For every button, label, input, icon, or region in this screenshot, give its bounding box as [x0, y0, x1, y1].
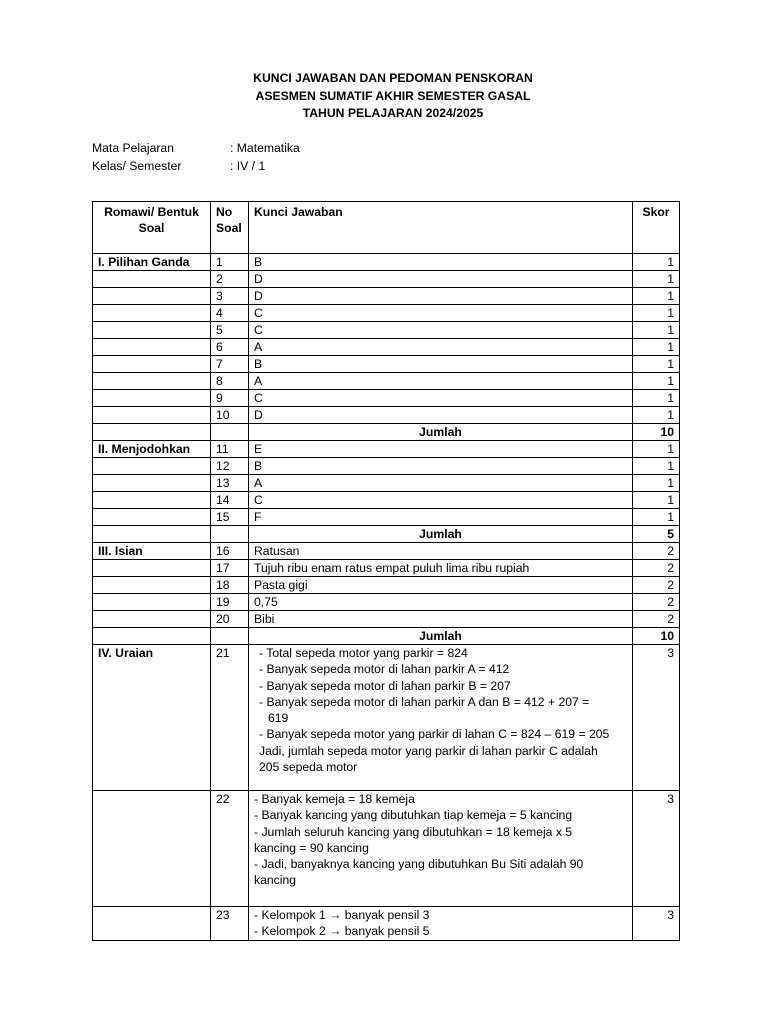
table-row: [93, 907, 680, 941]
section-cell: [93, 509, 211, 526]
table-row: [93, 373, 680, 390]
answer-line: - Banyak sepeda motor yang parkir di lahan C = 824 – 619 = 205: [259, 727, 610, 742]
answer-line: Jadi, jumlah sepeda motor yang parkir di lahan parkir C adalah: [259, 743, 598, 758]
score: 1: [633, 288, 680, 305]
header-no: No Soal: [211, 202, 249, 254]
score: 1: [633, 339, 680, 356]
score: 1: [633, 407, 680, 424]
jumlah-label: Jumlah: [249, 424, 633, 441]
score: 2: [633, 560, 680, 577]
subtotal-row: [93, 424, 680, 441]
question-no: 10: [211, 407, 249, 424]
answer-line: - Kelompok 1 → banyak pensil 3: [254, 908, 430, 922]
table-row: [93, 356, 680, 373]
score: 1: [633, 475, 680, 492]
score: 1: [633, 492, 680, 509]
answer-key: C: [249, 492, 633, 509]
subject-label: Mata Pelajaran: [92, 141, 174, 155]
table-row: [93, 288, 680, 305]
score: 3: [633, 791, 680, 907]
question-no: 17: [211, 560, 249, 577]
answer-key: Ratusan: [249, 543, 633, 560]
answer-key: D: [249, 271, 633, 288]
answer-line: - Total sepeda motor yang parkir = 824: [259, 646, 468, 660]
table-header-row: [93, 202, 680, 254]
table-row: [93, 509, 680, 526]
section-label: III. Isian: [93, 543, 211, 560]
subtotal-row: [93, 628, 680, 645]
table-row: [93, 543, 680, 560]
answer-key: [249, 907, 633, 941]
section-cell: [93, 628, 211, 645]
answer-key: C: [249, 305, 633, 322]
table-row: [93, 441, 680, 458]
answer-key: B: [249, 458, 633, 475]
section-cell: [93, 791, 211, 907]
question-no: 3: [211, 288, 249, 305]
section-cell: [93, 424, 211, 441]
question-no: [211, 628, 249, 645]
section-label: II. Menjodohkan: [93, 441, 211, 458]
meta-subject-row: [92, 140, 300, 158]
answer-line: - Banyak kemeja = 18 kemeja: [254, 792, 415, 806]
question-no: 21: [211, 645, 249, 791]
answer-line: - Banyak sepeda motor di lahan parkir A = 412: [259, 662, 510, 677]
score: 1: [633, 441, 680, 458]
question-no: 16: [211, 543, 249, 560]
section-label: I. Pilihan Ganda: [93, 254, 211, 271]
score: 2: [633, 611, 680, 628]
answer-key: B: [249, 254, 633, 271]
table-row: [93, 322, 680, 339]
score: 1: [633, 373, 680, 390]
table-row: [93, 339, 680, 356]
answer-key: Pasta gigi: [249, 577, 633, 594]
header-key: Kunci Jawaban: [249, 202, 633, 254]
score: 1: [633, 458, 680, 475]
section-cell: [93, 407, 211, 424]
table-row: [93, 791, 680, 907]
score: 1: [633, 322, 680, 339]
class-value: : IV / 1: [230, 158, 266, 173]
subject-value: : Matematika: [230, 141, 300, 155]
question-no: 7: [211, 356, 249, 373]
jumlah-label: Jumlah: [249, 628, 633, 645]
score: 1: [633, 271, 680, 288]
question-no: [211, 526, 249, 543]
section-cell: [93, 560, 211, 577]
answer-key: E: [249, 441, 633, 458]
answer-key: 0,75: [249, 594, 633, 611]
answer-line: kancing: [254, 873, 297, 888]
question-no: 13: [211, 475, 249, 492]
section-label: IV. Uraian: [93, 645, 211, 791]
question-no: 9: [211, 390, 249, 407]
answer-line: - Jumlah seluruh kancing yang dibutuhkan = 18 kemeja x 5: [254, 824, 573, 839]
question-no: 14: [211, 492, 249, 509]
table-row: [93, 645, 680, 791]
question-no: 8: [211, 373, 249, 390]
table-row: [93, 458, 680, 475]
table-row: [93, 407, 680, 424]
table-row: [93, 492, 680, 509]
score: 1: [633, 254, 680, 271]
answer-key: A: [249, 339, 633, 356]
section-cell: [93, 356, 211, 373]
section-cell: [93, 594, 211, 611]
answer-key: D: [249, 407, 633, 424]
question-no: 22: [211, 791, 249, 907]
answer-line: 205 sepeda motor: [259, 760, 358, 775]
table-row: [93, 271, 680, 288]
meta-class-row: [92, 158, 300, 176]
section-cell: [93, 305, 211, 322]
question-no: 5: [211, 322, 249, 339]
section-cell: [93, 390, 211, 407]
answer-key: A: [249, 373, 633, 390]
class-label: Kelas/ Semester: [92, 158, 182, 173]
section-cell: [93, 339, 211, 356]
question-no: 18: [211, 577, 249, 594]
section-cell: [93, 373, 211, 390]
answer-line: - Jadi, banyaknya kancing yang dibutuhkan Bu Siti adalah 90: [254, 857, 584, 872]
subtotal-score: 10: [633, 628, 680, 645]
answer-key: D: [249, 288, 633, 305]
table-row: [93, 475, 680, 492]
question-no: 6: [211, 339, 249, 356]
answer-key: [249, 791, 633, 907]
title-line-2: ASESMEN SUMATIF AKHIR SEMESTER GASAL: [255, 88, 531, 103]
answer-key: Tujuh ribu enam ratus empat puluh lima ribu rupiah: [249, 560, 633, 577]
question-no: 23: [211, 907, 249, 941]
document-title: [0, 70, 768, 123]
section-cell: [93, 288, 211, 305]
answer-key: [249, 645, 633, 791]
score: 2: [633, 543, 680, 560]
title-line-3: TAHUN PELAJARAN 2024/2025: [302, 106, 484, 120]
question-no: 11: [211, 441, 249, 458]
table-row: [93, 594, 680, 611]
jumlah-label: Jumlah: [249, 526, 633, 543]
score: 1: [633, 356, 680, 373]
table-row: [93, 390, 680, 407]
answer-key: C: [249, 322, 633, 339]
table-row: [93, 611, 680, 628]
score: 2: [633, 577, 680, 594]
section-cell: [93, 475, 211, 492]
section-cell: [93, 526, 211, 543]
answer-line: 619: [268, 711, 289, 726]
subtotal-row: [93, 526, 680, 543]
answer-key: B: [249, 356, 633, 373]
answer-line: - Banyak kancing yang dibutuhkan tiap kemeja = 5 kancing: [254, 808, 573, 823]
answer-line: - Kelompok 2 → banyak pensil 5: [254, 924, 430, 939]
question-no: [211, 424, 249, 441]
table-row: [93, 560, 680, 577]
section-cell: [93, 458, 211, 475]
answer-key: Bibi: [249, 611, 633, 628]
answer-line: kancing = 90 kancing: [254, 840, 369, 855]
table-row: [93, 305, 680, 322]
answer-key: A: [249, 475, 633, 492]
score: 1: [633, 390, 680, 407]
header-score: Skor: [633, 202, 680, 254]
answer-key-table: [92, 201, 680, 941]
score: 3: [633, 645, 680, 791]
answer-key: C: [249, 390, 633, 407]
section-cell: [93, 492, 211, 509]
section-cell: [93, 322, 211, 339]
section-cell: [93, 611, 211, 628]
score: 1: [633, 305, 680, 322]
answer-line: - Banyak sepeda motor di lahan parkir B = 207: [259, 678, 511, 693]
title-line-1: KUNCI JAWABAN DAN PEDOMAN PENSKORAN: [253, 71, 533, 85]
question-no: 2: [211, 271, 249, 288]
score: 2: [633, 594, 680, 611]
document-meta: [92, 140, 300, 175]
question-no: 15: [211, 509, 249, 526]
question-no: 20: [211, 611, 249, 628]
subtotal-score: 5: [633, 526, 680, 543]
table-row: [93, 254, 680, 271]
question-no: 19: [211, 594, 249, 611]
answer-line: - Banyak sepeda motor di lahan parkir A dan B = 412 + 207 =: [259, 694, 590, 709]
question-no: 1: [211, 254, 249, 271]
score: 1: [633, 509, 680, 526]
section-cell: [93, 271, 211, 288]
question-no: 4: [211, 305, 249, 322]
subtotal-score: 10: [633, 424, 680, 441]
header-section: Romawi/ Bentuk Soal: [93, 202, 211, 254]
question-no: 12: [211, 458, 249, 475]
table-row: [93, 577, 680, 594]
section-cell: [93, 577, 211, 594]
score: 3: [633, 907, 680, 941]
answer-key: F: [249, 509, 633, 526]
section-cell: [93, 907, 211, 941]
